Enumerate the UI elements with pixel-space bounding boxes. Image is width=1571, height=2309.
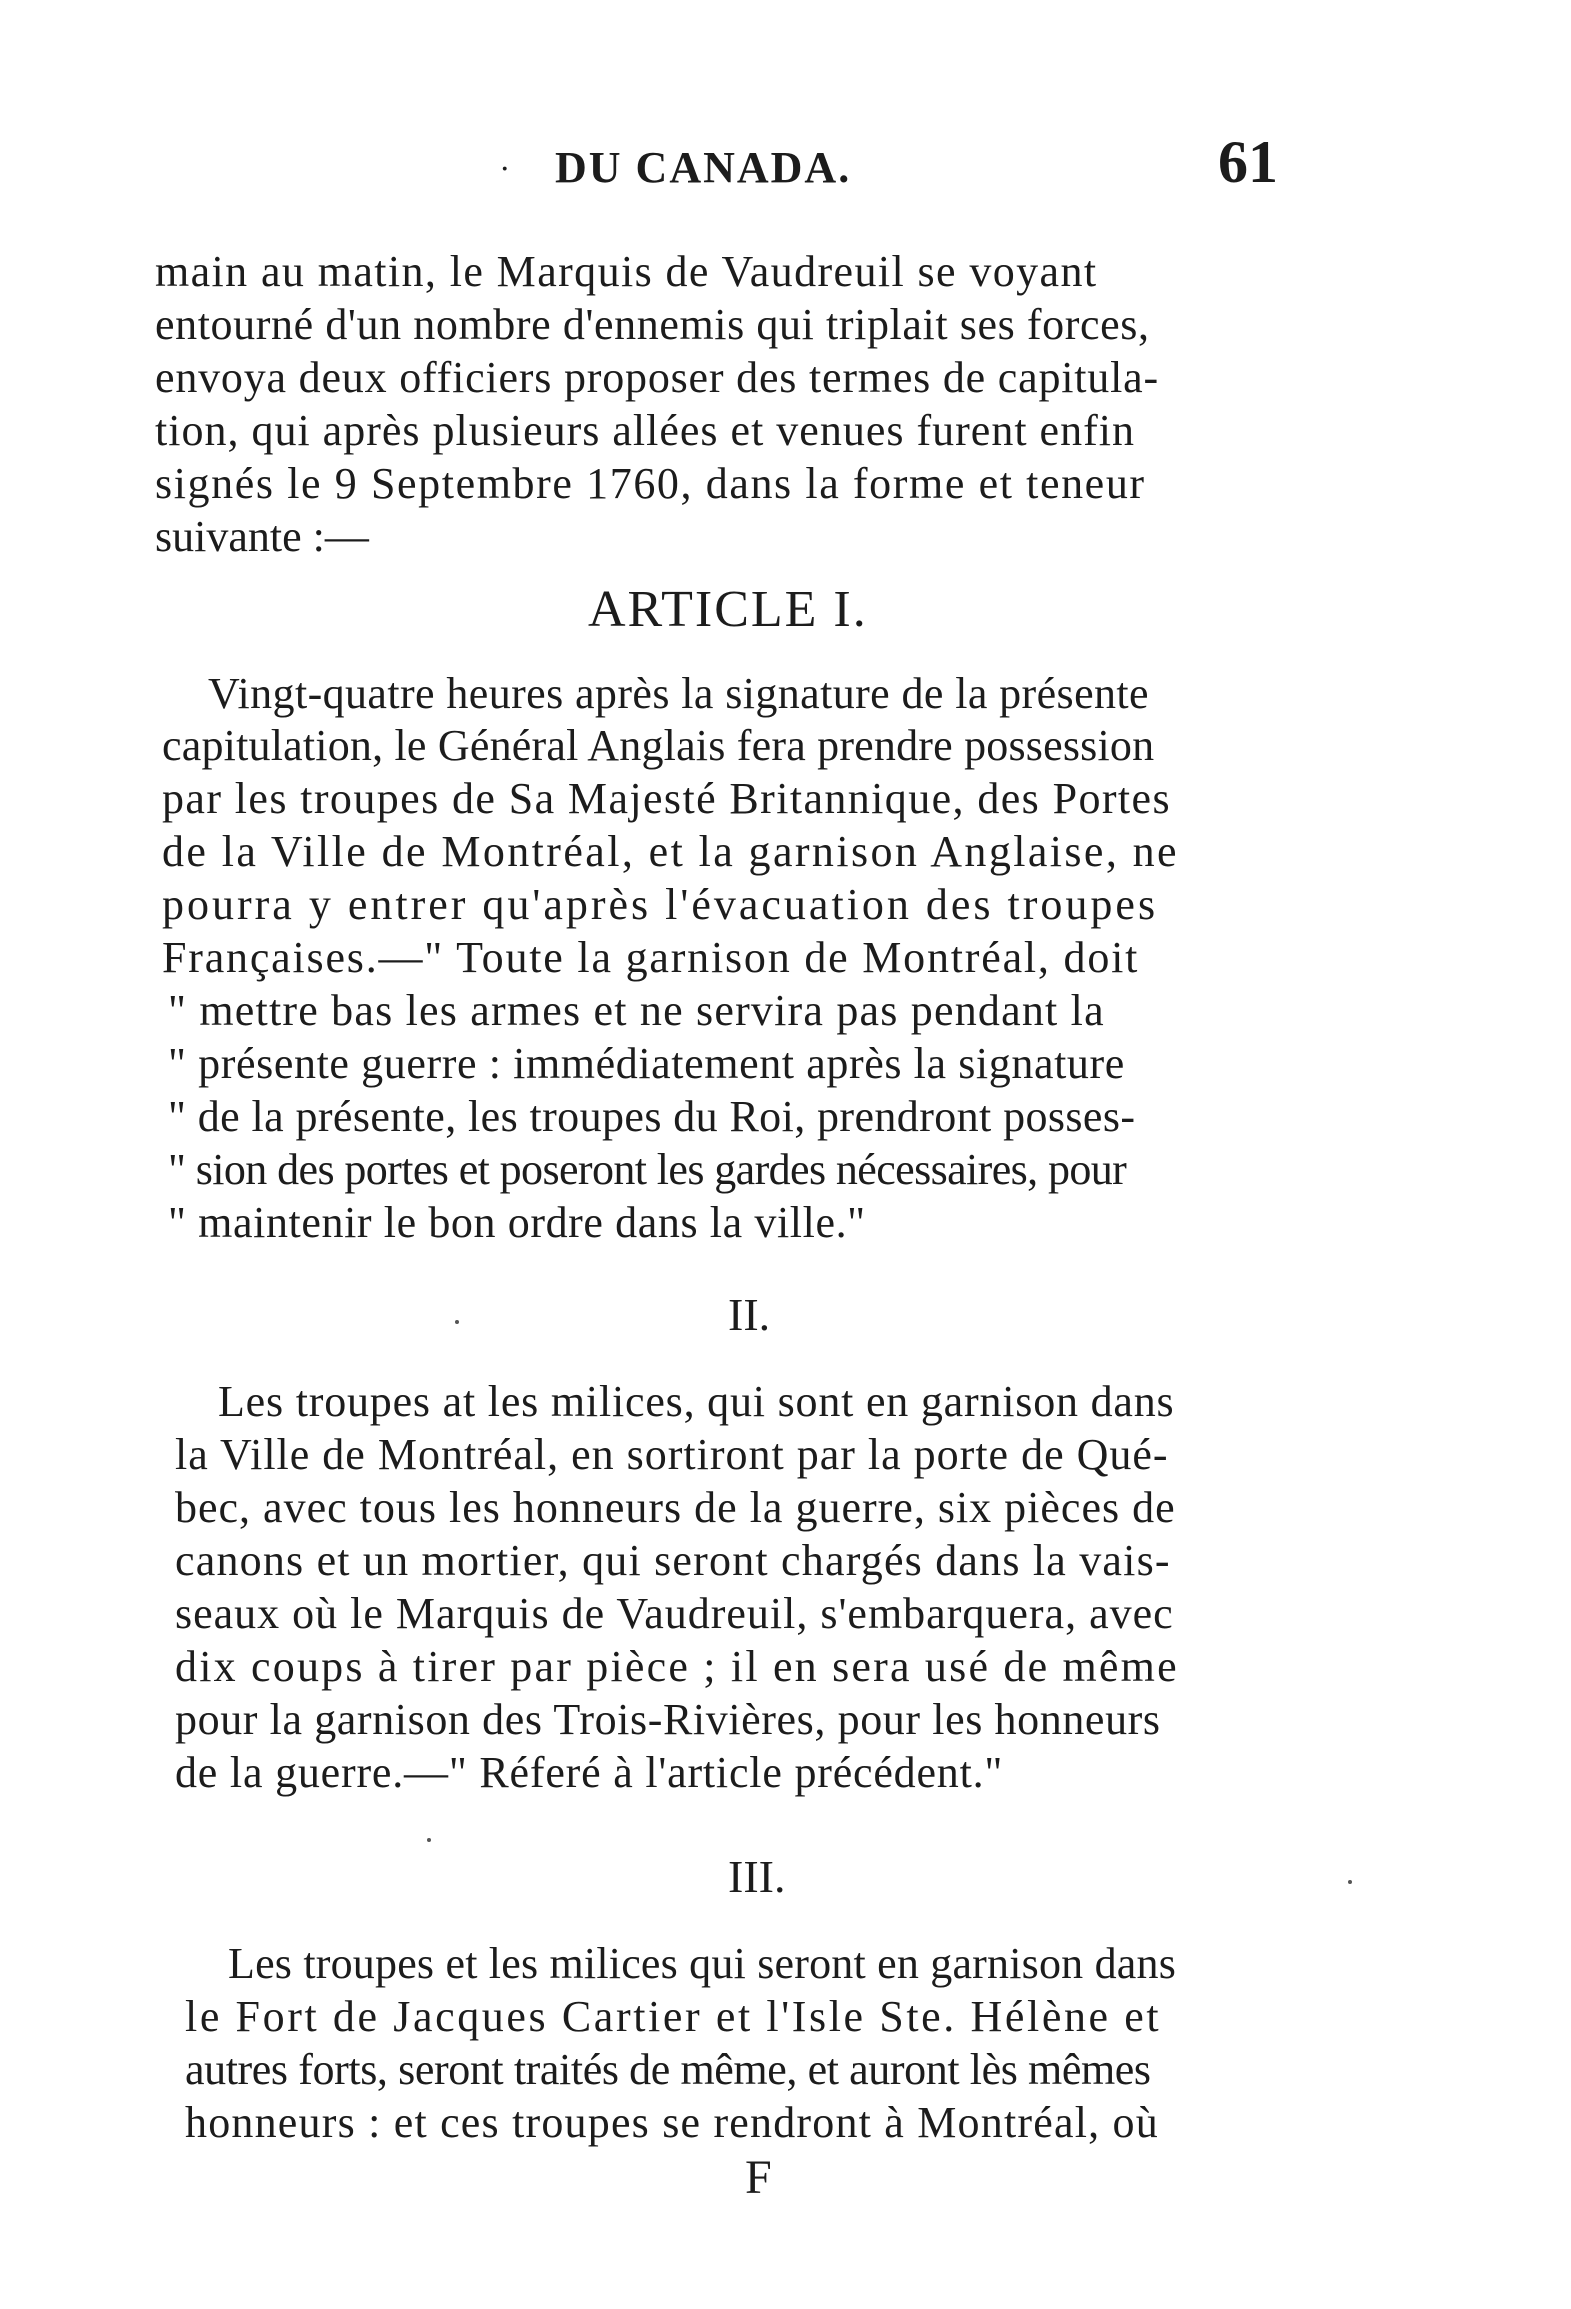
running-head: DU CANADA. — [555, 143, 852, 192]
article-3-line-3: autres forts, seront traités de même, et auront lès mêmes — [185, 2045, 1151, 2094]
signature-mark: F — [745, 2151, 772, 2204]
intro-line-5: signés le 9 Septembre 1760, dans la forme et teneur — [155, 459, 1146, 508]
article-1-line-2: capitulation, le Général Anglais fera prendre possession — [162, 721, 1155, 770]
article-2-heading: II. — [728, 1289, 771, 1340]
article-1-line-10: " sion des portes et poseront les gardes nécessaires, pour — [168, 1145, 1127, 1194]
article-1-line-6: Françaises.—" Toute la garnison de Montréal, doit — [162, 933, 1140, 982]
article-2-line-3: bec, avec tous les honneurs de la guerre, six pièces de — [175, 1483, 1176, 1532]
intro-line-6: suivante :— — [155, 512, 369, 561]
article-1-line-7: " mettre bas les armes et ne servira pas pendant la — [168, 986, 1105, 1035]
intro-line-4: tion, qui après plusieurs allées et venues furent enfin — [155, 406, 1135, 455]
article-2-line-4: canons et un mortier, qui seront chargés dans la vais- — [175, 1536, 1171, 1585]
article-1-line-4: de la Ville de Montréal, et la garnison Anglaise, ne — [162, 827, 1179, 876]
article-1-line-1: Vingt-quatre heures après la signature de la présente — [208, 669, 1149, 718]
article-2-line-5: seaux où le Marquis de Vaudreuil, s'embarquera, avec — [175, 1589, 1174, 1638]
article-1-heading: ARTICLE I. — [588, 581, 868, 638]
print-speck — [427, 1838, 431, 1842]
article-2-line-2: la Ville de Montréal, en sortiront par la porte de Qué- — [175, 1430, 1169, 1479]
intro-line-3: envoya deux officiers proposer des termes de capitula- — [155, 353, 1159, 402]
print-speck — [455, 1320, 459, 1324]
article-1-line-9: " de la présente, les troupes du Roi, prendront posses- — [168, 1092, 1136, 1141]
article-3-line-1: Les troupes et les milices qui seront en garnison dans — [228, 1939, 1177, 1988]
article-2-line-1: Les troupes at les milices, qui sont en garnison dans — [218, 1377, 1175, 1426]
intro-line-2: entourné d'un nombre d'ennemis qui triplait ses forces, — [155, 300, 1150, 349]
page-number: 61 — [1218, 129, 1278, 195]
article-3-heading: III. — [728, 1851, 786, 1902]
intro-line-1: main au matin, le Marquis de Vaudreuil se voyant — [155, 247, 1098, 296]
article-1-line-8: " présente guerre : immédiatement après la signature — [168, 1039, 1125, 1088]
article-2-line-8: de la guerre.—" Réferé à l'article précédent." — [175, 1748, 1004, 1797]
article-1-line-11: " maintenir le bon ordre dans la ville." — [168, 1198, 866, 1247]
article-3-line-4: honneurs : et ces troupes se rendront à Montréal, où — [185, 2098, 1159, 2147]
article-3-line-2: le Fort de Jacques Cartier et l'Isle Ste. Hélène et — [185, 1992, 1162, 2041]
article-2-line-7: pour la garnison des Trois-Rivières, pour les honneurs — [175, 1695, 1161, 1744]
header-dash: · — [500, 152, 510, 187]
article-2-line-6: dix coups à tirer par pièce ; il en sera usé de même — [175, 1642, 1179, 1691]
article-1-line-3: par les troupes de Sa Majesté Britannique, des Portes — [162, 774, 1171, 823]
print-speck — [1348, 1880, 1352, 1884]
article-1-line-5: pourra y entrer qu'après l'évacuation des troupes — [162, 880, 1159, 929]
